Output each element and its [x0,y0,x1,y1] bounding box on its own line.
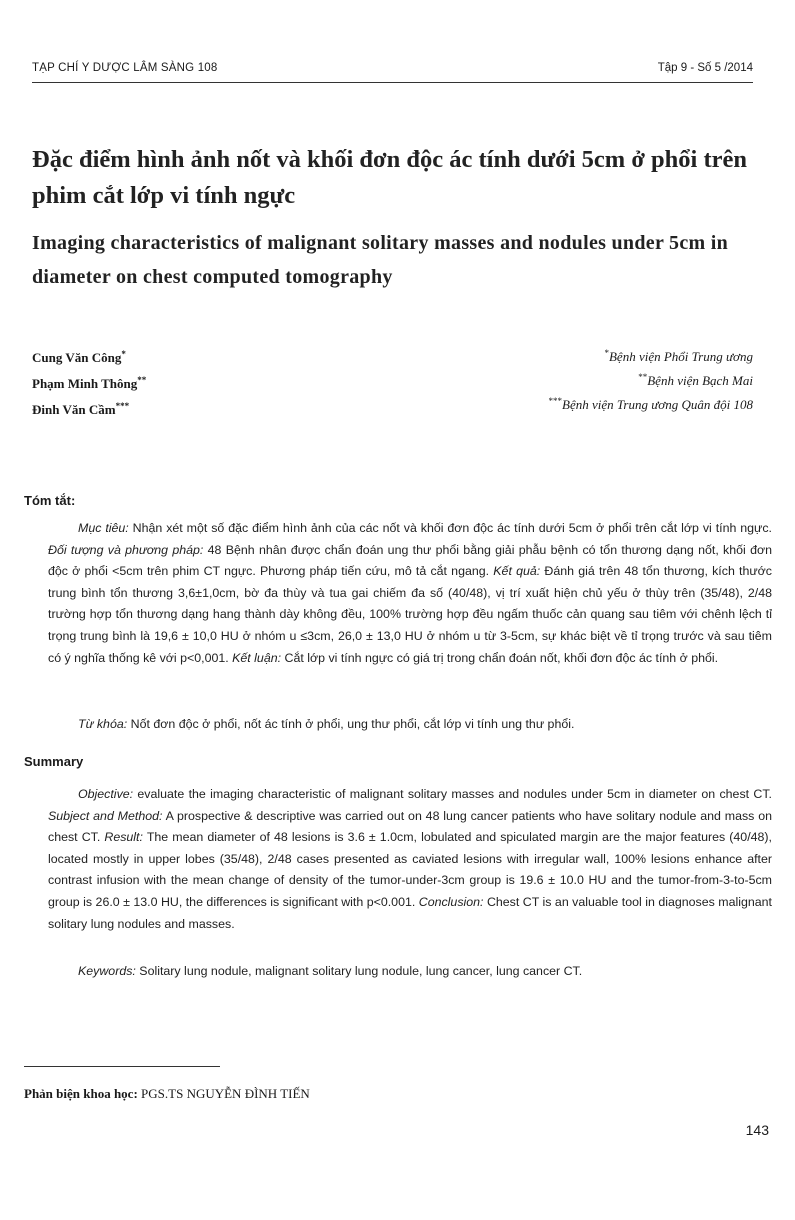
affiliation: ***Bệnh viện Trung ương Quân đội 108 [548,396,753,412]
footnote-divider [24,1066,220,1067]
reviewer-note: Phản biện khoa học: PGS.TS NGUYỄN ĐÌNH TIẾN [24,1086,310,1101]
abstract-en-keywords: Keywords: Solitary lung nodule, malignant solitary lung nodule, lung cancer, lung cancer CT. [78,964,583,978]
abstract-vi-body: Mục tiêu: Nhận xét một số đặc điểm hình ảnh của các nốt và khối đơn độc ác tính dưới 5cm ở phổi trên cắt lớp vi tính ngực. Đối tượng và phương pháp: 48 Bệnh nhân được chẩn đoán ung thư phổi bằng giải phẫu bệnh có tổn thương dạng nốt, khối đơn độc ở phổi <5cm trên phim CT ngực. Phương pháp tiến cứu, mô tả cắt ngang. Kết quả: Đánh giá trên 48 tổn thương, kích thước trung bình tổn thương 3,6±1,0cm, bờ đa thùy và tua gai chiếm đa số (40/48), vị trí xuất hiện chủ yếu ở thùy trên (35/48), 2/48 trường hợp tổn thương dạng hang thành dày không đều, 100% trường hợp đều ngấm thuốc cản quang sau tiêm với chênh lệch tỉ trọng trung bình là 19,6 ± 10,0 HU ở nhóm u ≤3cm, 26,0 ± 13,0 HU ở nhóm u từ 3-5cm, sự khác biệt về tỉ trọng trước và sau tiêm có ý nghĩa thống kê với p<0,001. Kết luận: Cắt lớp vi tính ngực có giá trị trong chẩn đoán nốt, khối đơn độc ác tính ở phổi. [48,521,772,665]
author: Đinh Văn Cầm*** [32,401,130,417]
author-list [32,345,146,423]
affiliation: **Bệnh viện Bạch Mai [638,372,753,388]
abstract-en-body: Objective: evaluate the imaging characteristic of malignant solitary masses and nodules under 5cm in diameter on chest CT. Subject and Method: A prospective & descriptive was carried out on 48 lung cancer patients who have solitary nodule and mass on chest CT. Result: The mean diameter of 48 lesions is 3.6 ± 1.0cm, lobulated and spiculated margin are the major features (40/48), located mostly in upper lobes (35/48), 2/48 cases presented as caviated lesions with irregular wall, 100% lesions enhance after contrast infusion with the mean change of density of the tumor-under-3cm group is 19.6 ± 10.0 HU and the tumor-from-3-to-5cm group is 26.0 ± 13.0 HU, the differences is significant with p<0.001. Conclusion: Chest CT is an valuable tool in diagnoses malignant solitary lung nodules and masses. [48,787,772,931]
affiliation: *Bệnh viện Phổi Trung ương [604,348,753,364]
title-english: Imaging characteristics of malignant solitary masses and nodules under 5cm in diameter on chest computed tomography [32,232,729,288]
author: Cung Văn Công* [32,349,126,365]
abstract-en-heading: Summary [24,754,84,769]
abstract-vi-keywords: Từ khóa: Nốt đơn độc ở phổi, nốt ác tính ở phổi, ung thư phổi, cắt lớp vi tính ung thư phổi. [78,717,575,731]
journal-name: TẠP CHÍ Y DƯỢC LÂM SÀNG 108 [32,62,218,74]
page-number: 143 [745,1122,769,1138]
issue-number: Tập 9 - Số 5 /2014 [657,62,753,74]
title-vietnamese: Đặc điểm hình ảnh nốt và khối đơn độc ác tính dưới 5cm ở phổi trên phim cắt lớp vi tính ngực [32,146,747,209]
affiliation-list [549,345,753,417]
header-divider [32,82,753,83]
abstract-vi-heading: Tóm tắt: [24,493,76,508]
author: Phạm Minh Thông** [32,375,147,391]
